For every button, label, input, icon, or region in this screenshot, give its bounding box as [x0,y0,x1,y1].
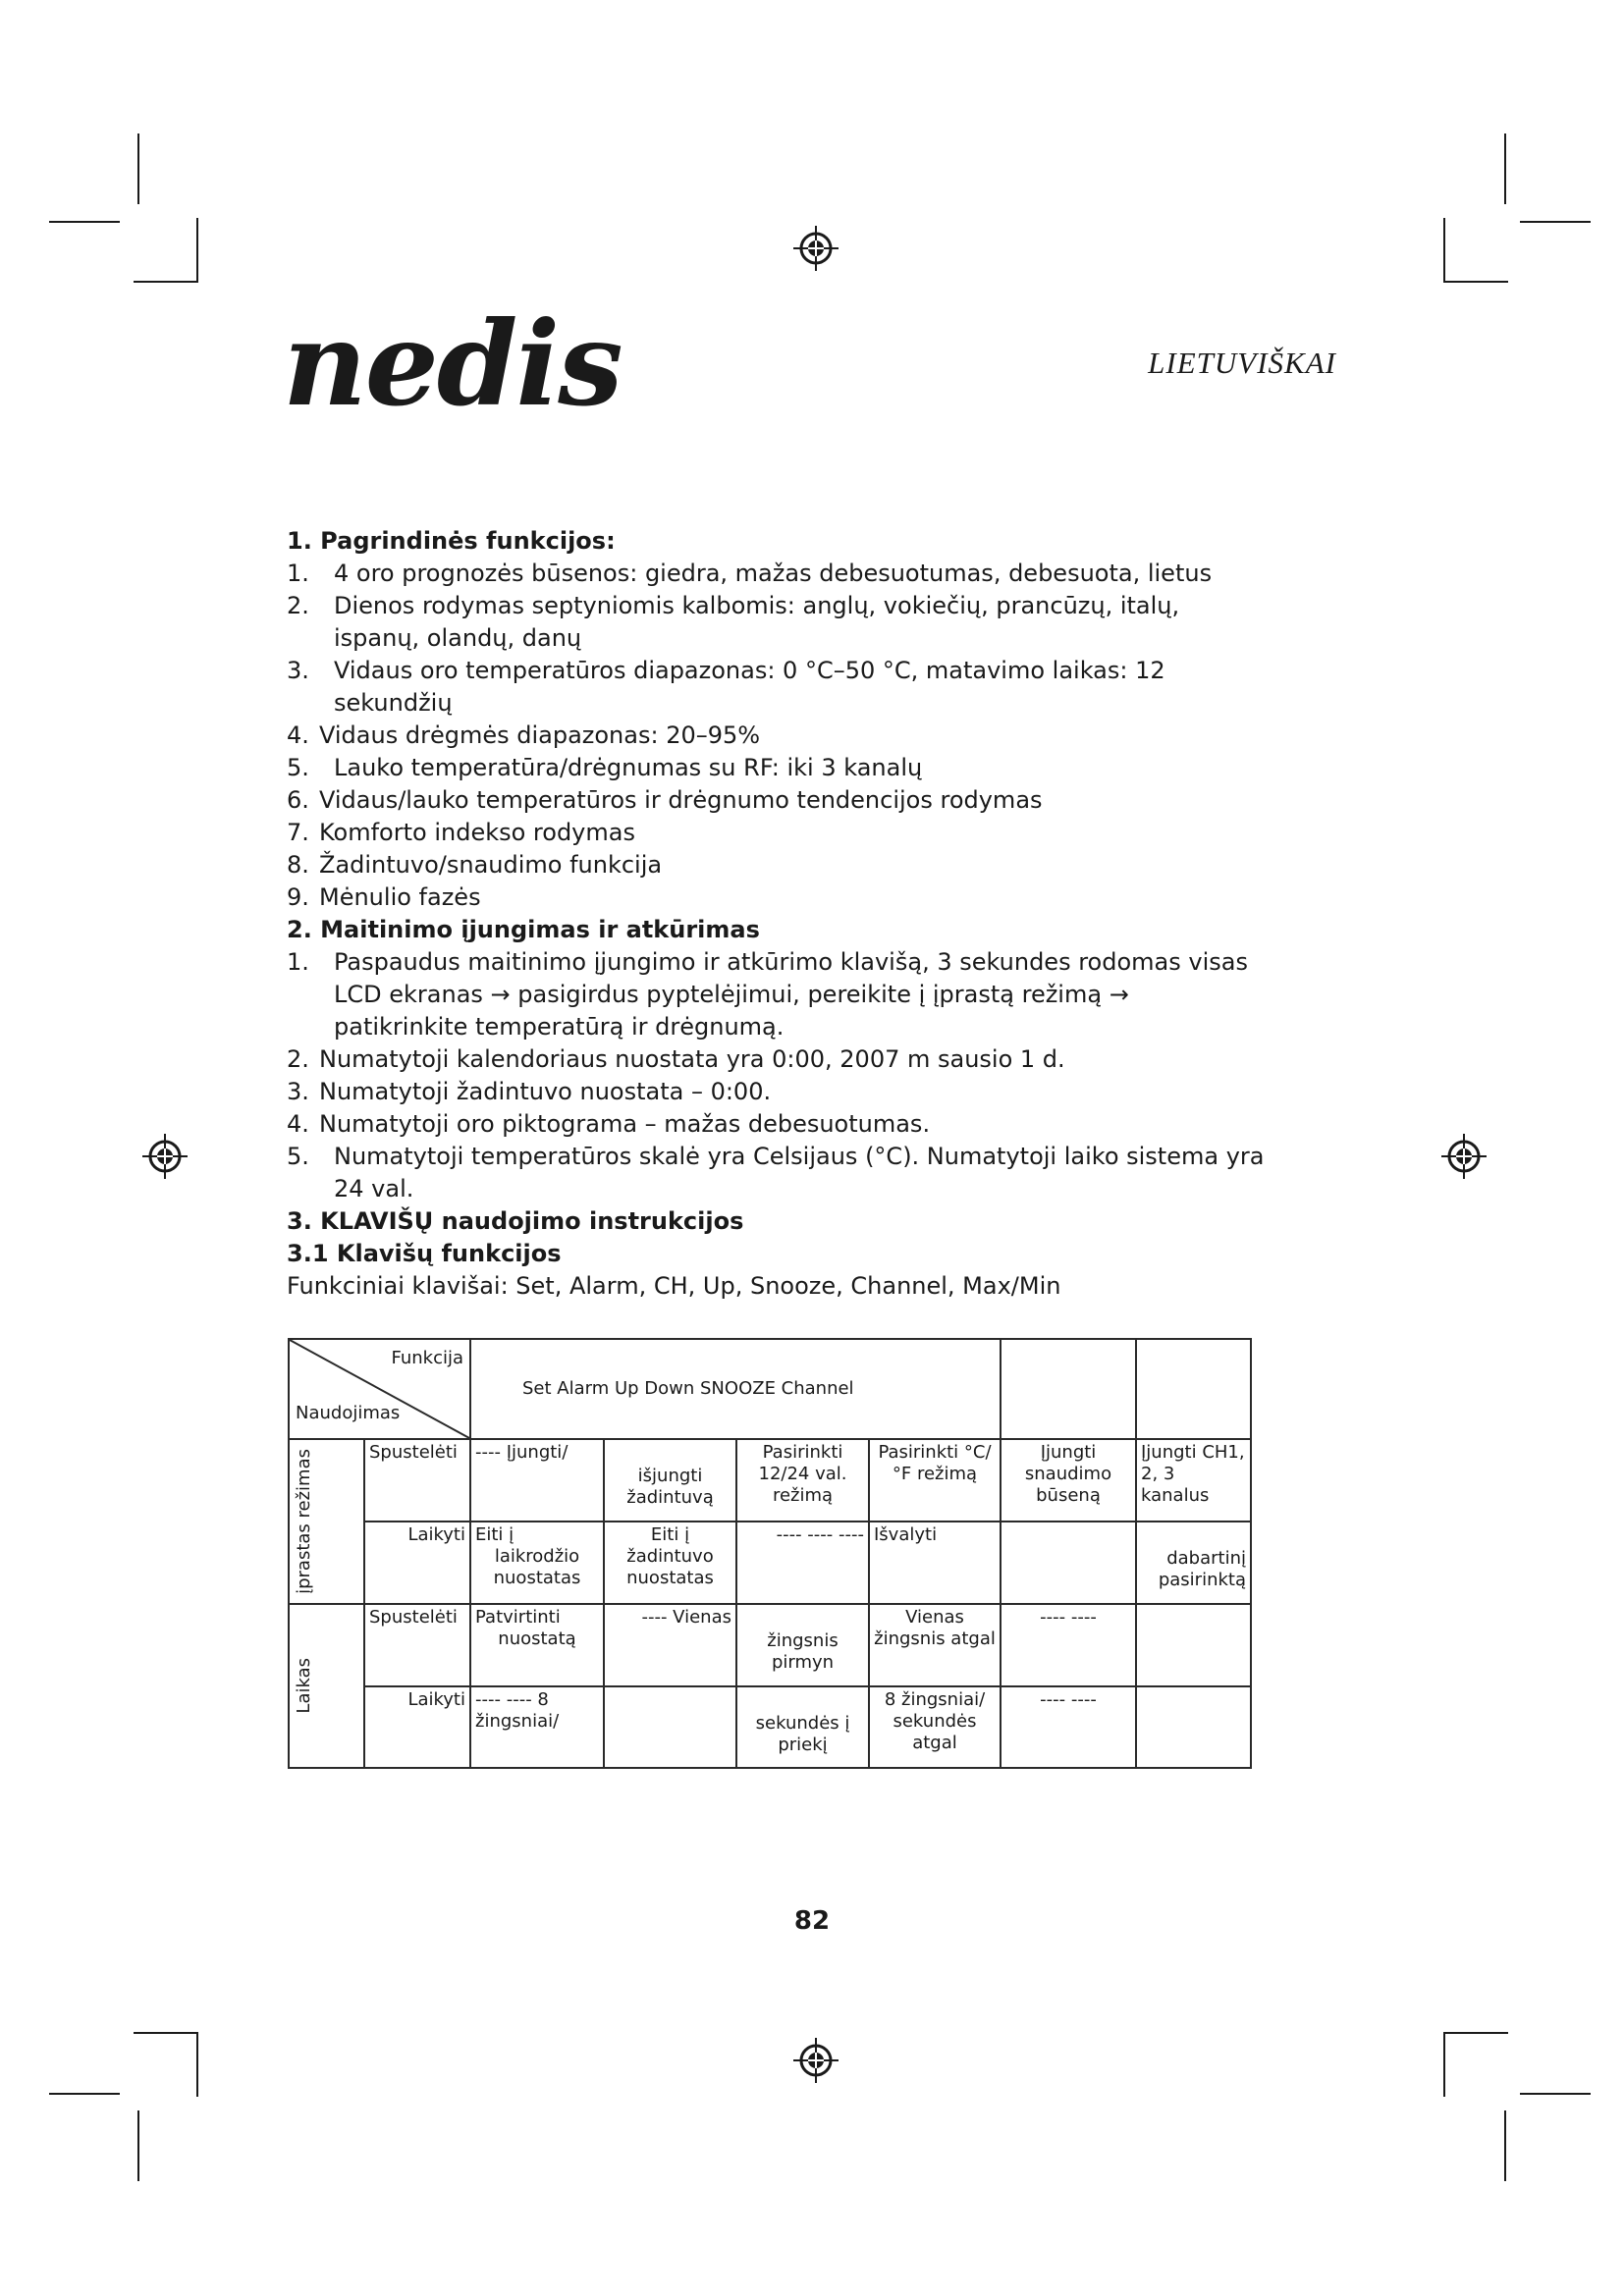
brand-logo: nedis [283,295,622,432]
table-cell [1136,1604,1251,1686]
list-item: 2. Dienos rodymas septyniomis kalbomis: anglų, vokiečių, prancūzų, italų, ispanų, olandų, danų [287,592,1180,652]
crop-mark [134,281,198,283]
table-cell: ---- Įjungti/ [470,1439,604,1522]
mode-normal-cell: įprastas režimas [289,1439,364,1604]
list-item: 6. Vidaus/lauko temperatūros ir drėgnumo tendencijos rodymas [287,786,1043,814]
table-cell: ---- ---- 8 žingsniai/ [470,1686,604,1768]
document-body [287,525,1269,1303]
table-cell: Eiti į laikrodžio nuostatas [470,1522,604,1604]
table-cell: Eiti į žadintuvo nuostatas [604,1522,736,1604]
registration-mark-icon [140,1132,189,1181]
table-header-cell [1001,1339,1136,1439]
table-cell [1136,1686,1251,1768]
corner-usage-label: Naudojimas [296,1403,401,1423]
section-3-title: 3. KLAVIŠŲ naudojimo instrukcijos [287,1207,744,1235]
crop-mark [137,2110,139,2181]
list-item: 5. Lauko temperatūra/drėgnumas su RF: iki 3 kanalų [287,754,923,781]
section-2-title: 2. Maitinimo įjungimas ir atkūrimas [287,916,760,943]
table-cell [1001,1522,1136,1604]
key-function-table [288,1338,1252,1769]
crop-mark [1443,2032,1445,2097]
crop-mark [137,133,139,204]
list-item: 7. Komforto indekso rodymas [287,819,635,846]
crop-mark [1443,218,1445,283]
table-cell: išjungti žadintuvą [604,1439,736,1522]
registration-mark-icon [1439,1132,1489,1181]
mode-time-cell: Laikas [289,1604,364,1768]
list-item: 3. Numatytoji žadintuvo nuostata – 0:00. [287,1078,772,1105]
action-cell: Laikyti [364,1686,470,1768]
registration-mark-icon [791,224,840,273]
table-cell: Išvalyti [869,1522,1001,1604]
crop-mark [49,2093,120,2095]
list-item: 3. Vidaus oro temperatūros diapazonas: 0 °C–50 °C, matavimo laikas: 12 sekundžių [287,657,1165,717]
crop-mark [196,2032,198,2097]
crop-mark [1504,2110,1506,2181]
crop-mark [196,218,198,283]
corner-function-label: Funkcija [391,1348,463,1368]
table-cell: Įjungti snaudimo būseną [1001,1439,1136,1522]
section-2-list [287,946,1269,1205]
list-item: 1. 4 oro prognozės būsenos: giedra, mažas debesuotumas, debesuota, lietus [287,560,1213,587]
crop-mark [1504,133,1506,204]
table-cell: dabartinį pasirinktą [1136,1522,1251,1604]
list-item: 9. Mėnulio fazės [287,883,481,911]
list-item: 4. Numatytoji oro piktograma – mažas debesuotumas. [287,1110,931,1138]
table-cell: ---- ---- [1001,1686,1136,1768]
table-corner-cell [289,1339,470,1439]
key-names-header: Set Alarm Up Down SNOOZE Channel [470,1339,1001,1439]
crop-mark [1520,2093,1591,2095]
table-cell: Vienas žingsnis atgal [869,1604,1001,1686]
list-item: 5. Numatytoji temperatūros skalė yra Celsijaus (°C). Numatytoji laiko sistema yra 24 val. [287,1143,1265,1202]
list-item: 4. Vidaus drėgmės diapazonas: 20–95% [287,721,761,749]
table-cell: 8 žingsniai/ sekundės atgal [869,1686,1001,1768]
list-item: 8. Žadintuvo/snaudimo funkcija [287,851,663,879]
section-3-subtitle: 3.1 Klavišų funkcijos [287,1240,562,1267]
crop-mark [1520,221,1591,223]
crop-mark [49,221,120,223]
registration-mark-icon [791,2036,840,2085]
language-label: LIETUVIŠKAI [1148,346,1336,380]
section-1-title: 1. Pagrindinės funkcijos: [287,527,616,555]
table-cell: ---- Vienas [604,1604,736,1686]
table-cell: Įjungti CH1, 2, 3 kanalus [1136,1439,1251,1522]
action-cell: Spustelėti [364,1604,470,1686]
list-item: 2. Numatytoji kalendoriaus nuostata yra 0:00, 2007 m sausio 1 d. [287,1045,1065,1073]
table-cell [604,1686,736,1768]
section-1-list [287,558,1269,914]
table-cell: ---- ---- [1001,1604,1136,1686]
table-cell: ---- ---- ---- [736,1522,869,1604]
table-cell: Patvirtinti nuostatą [470,1604,604,1686]
crop-mark [1443,281,1508,283]
table-cell: Pasirinkti °C/°F režimą [869,1439,1001,1522]
table-header-cell [1136,1339,1251,1439]
crop-mark [1443,2032,1508,2034]
function-keys-intro: Funkciniai klavišai: Set, Alarm, CH, Up, Snooze, Channel, Max/Min [287,1272,1061,1300]
table-cell: žingsnis pirmyn [736,1604,869,1686]
list-item: 1. Paspaudus maitinimo įjungimo ir atkūrimo klavišą, 3 sekundes rodomas visas LCD ekranas → pasigirdus pyptelėjimui, pereikite į įprastą režimą → patikrinkite temperatūrą ir drėgnumą. [287,948,1248,1041]
action-cell: Spustelėti [364,1439,470,1522]
crop-mark [134,2032,198,2034]
table-cell: Pasirinkti 12/24 val. režimą [736,1439,869,1522]
table-cell: sekundės į priekį [736,1686,869,1768]
action-cell: Laikyti [364,1522,470,1604]
page-number: 82 [793,1906,831,1936]
